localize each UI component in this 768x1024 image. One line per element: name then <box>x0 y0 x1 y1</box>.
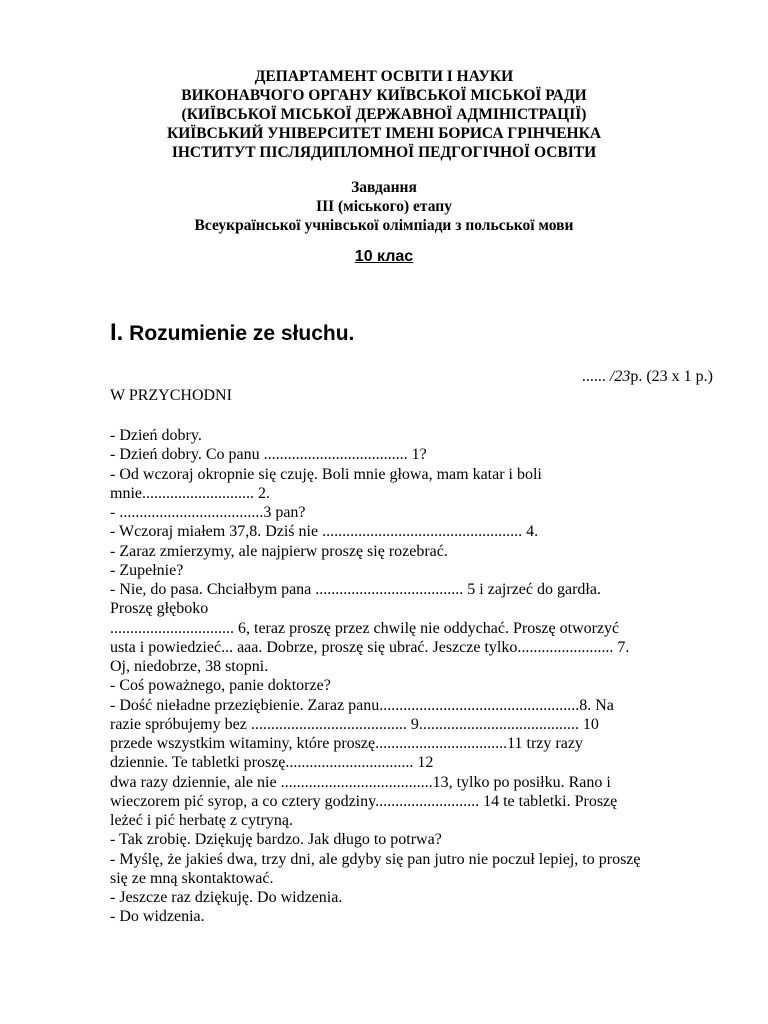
dialogue-line: się ze mną skontaktować. <box>110 869 274 887</box>
header-line: КИЇВСЬКИЙ УНІВЕРСИТЕТ ІМЕНІ БОРИСА ГРІНЧЕНКА <box>166 125 602 142</box>
score-blank: ...... <box>581 368 610 385</box>
dialogue-line: - Tak zrobię. Dziękuję bardzo. Jak długo to potrwa? <box>110 831 442 849</box>
task-line: Завдання <box>351 179 417 196</box>
dialogue-line: - Myślę, że jakieś dwa, trzy dni, ale gdyby się pan jutro nie poczuł lepiej, to proszę <box>110 850 641 868</box>
section-title <box>110 320 354 347</box>
dialogue-line: Proszę głęboko <box>110 600 209 618</box>
score-max: /23 <box>609 368 631 385</box>
grade-label: 10 клас <box>354 248 414 265</box>
dialogue-line: wieczorem pić syrop, a co cztery godziny.......................... 14 te tabletki. Proszę <box>110 792 618 810</box>
score-line <box>582 367 713 386</box>
score-breakdown: p. (23 x 1 p.) <box>630 368 713 385</box>
dialogue-line: - Zupełnie? <box>110 561 184 579</box>
dialogue-line: - Dzień dobry. Co panu .................................... 1? <box>110 446 427 464</box>
dialogue-line: - Do widzenia. <box>110 908 205 926</box>
header-line: ДЕПАРТАМЕНТ ОСВІТИ І НАУКИ <box>254 68 514 85</box>
section-number: I. <box>110 319 124 346</box>
dialogue-line: leżeć i pić herbatę z cytryną. <box>110 812 293 829</box>
dialogue-line: ............................... 6, teraz proszę przez chwilę nie oddychać. Proszę otworzyć <box>110 619 620 637</box>
dialogue-line: - Nie, do pasa. Chciałbym pana ..................................... 5 i zajrzeć do gardła. <box>110 581 601 598</box>
header-line: ВИКОНАВЧОГО ОРГАНУ КИЇВСЬКОЇ МІСЬКОЇ РАДИ <box>181 87 587 104</box>
dialogue-line: Oj, niedobrze, 38 stopni. <box>110 658 269 675</box>
dialogue-line: - Od wczoraj okropnie się czuję. Boli mnie głowa, mam katar i boli <box>110 465 542 483</box>
dialogue-line: mnie............................ 2. <box>110 484 270 502</box>
dialogue-line: - Jeszcze raz dziękuję. Do widzenia. <box>110 889 343 906</box>
dialogue-line: razie spróbujemy bez ....................................... 9........................................ 10 <box>110 715 599 733</box>
dialogue-line: - ....................................3 pan? <box>110 504 306 521</box>
dialogue-line: - Wczoraj miałem 37,8. Dziś nie .................................................. 4. <box>110 523 539 541</box>
dialogue-line: dziennie. Te tabletki proszę................................ 12 <box>110 754 434 772</box>
dialogue-line: - Coś poważnego, panie doktorze? <box>110 677 331 695</box>
header-line: (КИЇВСЬКОЇ МІСЬКОЇ ДЕРЖАВНОЇ АДМІНІСТРАЦІЇ) <box>181 106 587 123</box>
task-line: ІІІ (міського) етапу <box>316 198 452 215</box>
dialogue-line: przede wszystkim witaminy, które proszę.................................11 trzy razy <box>110 735 583 752</box>
dialogue-text <box>110 426 730 927</box>
dialogue-line: - Dzień dobry. <box>110 427 202 444</box>
section-name: Rozumienie ze słuchu. <box>123 322 355 345</box>
institution-header <box>0 67 768 162</box>
dialogue-line: dwa razy dziennie, ale nie ......................................13, tylko po posiłku. Rano i <box>110 773 611 791</box>
task-line: Всеукраїнської учнівської олімпіади з польської мови <box>194 217 574 234</box>
dialogue-title: W PRZYCHODNI <box>110 387 232 404</box>
task-heading <box>0 178 768 235</box>
dialogue-line: usta i powiedzieć... aaa. Dobrze, proszę się ubrać. Jeszcze tylko........................ 7. <box>110 638 630 656</box>
header-line: ІНСТИТУТ ПІСЛЯДИПЛОМНОЇ ПЕДГОГІЧНОЇ ОСВІТИ <box>171 144 597 161</box>
dialogue-line: - Zaraz zmierzymy, ale najpierw proszę się rozebrać. <box>110 542 448 560</box>
dialogue-line: - Dość nieładne przeziębienie. Zaraz panu..................................................8. Na <box>110 696 614 714</box>
